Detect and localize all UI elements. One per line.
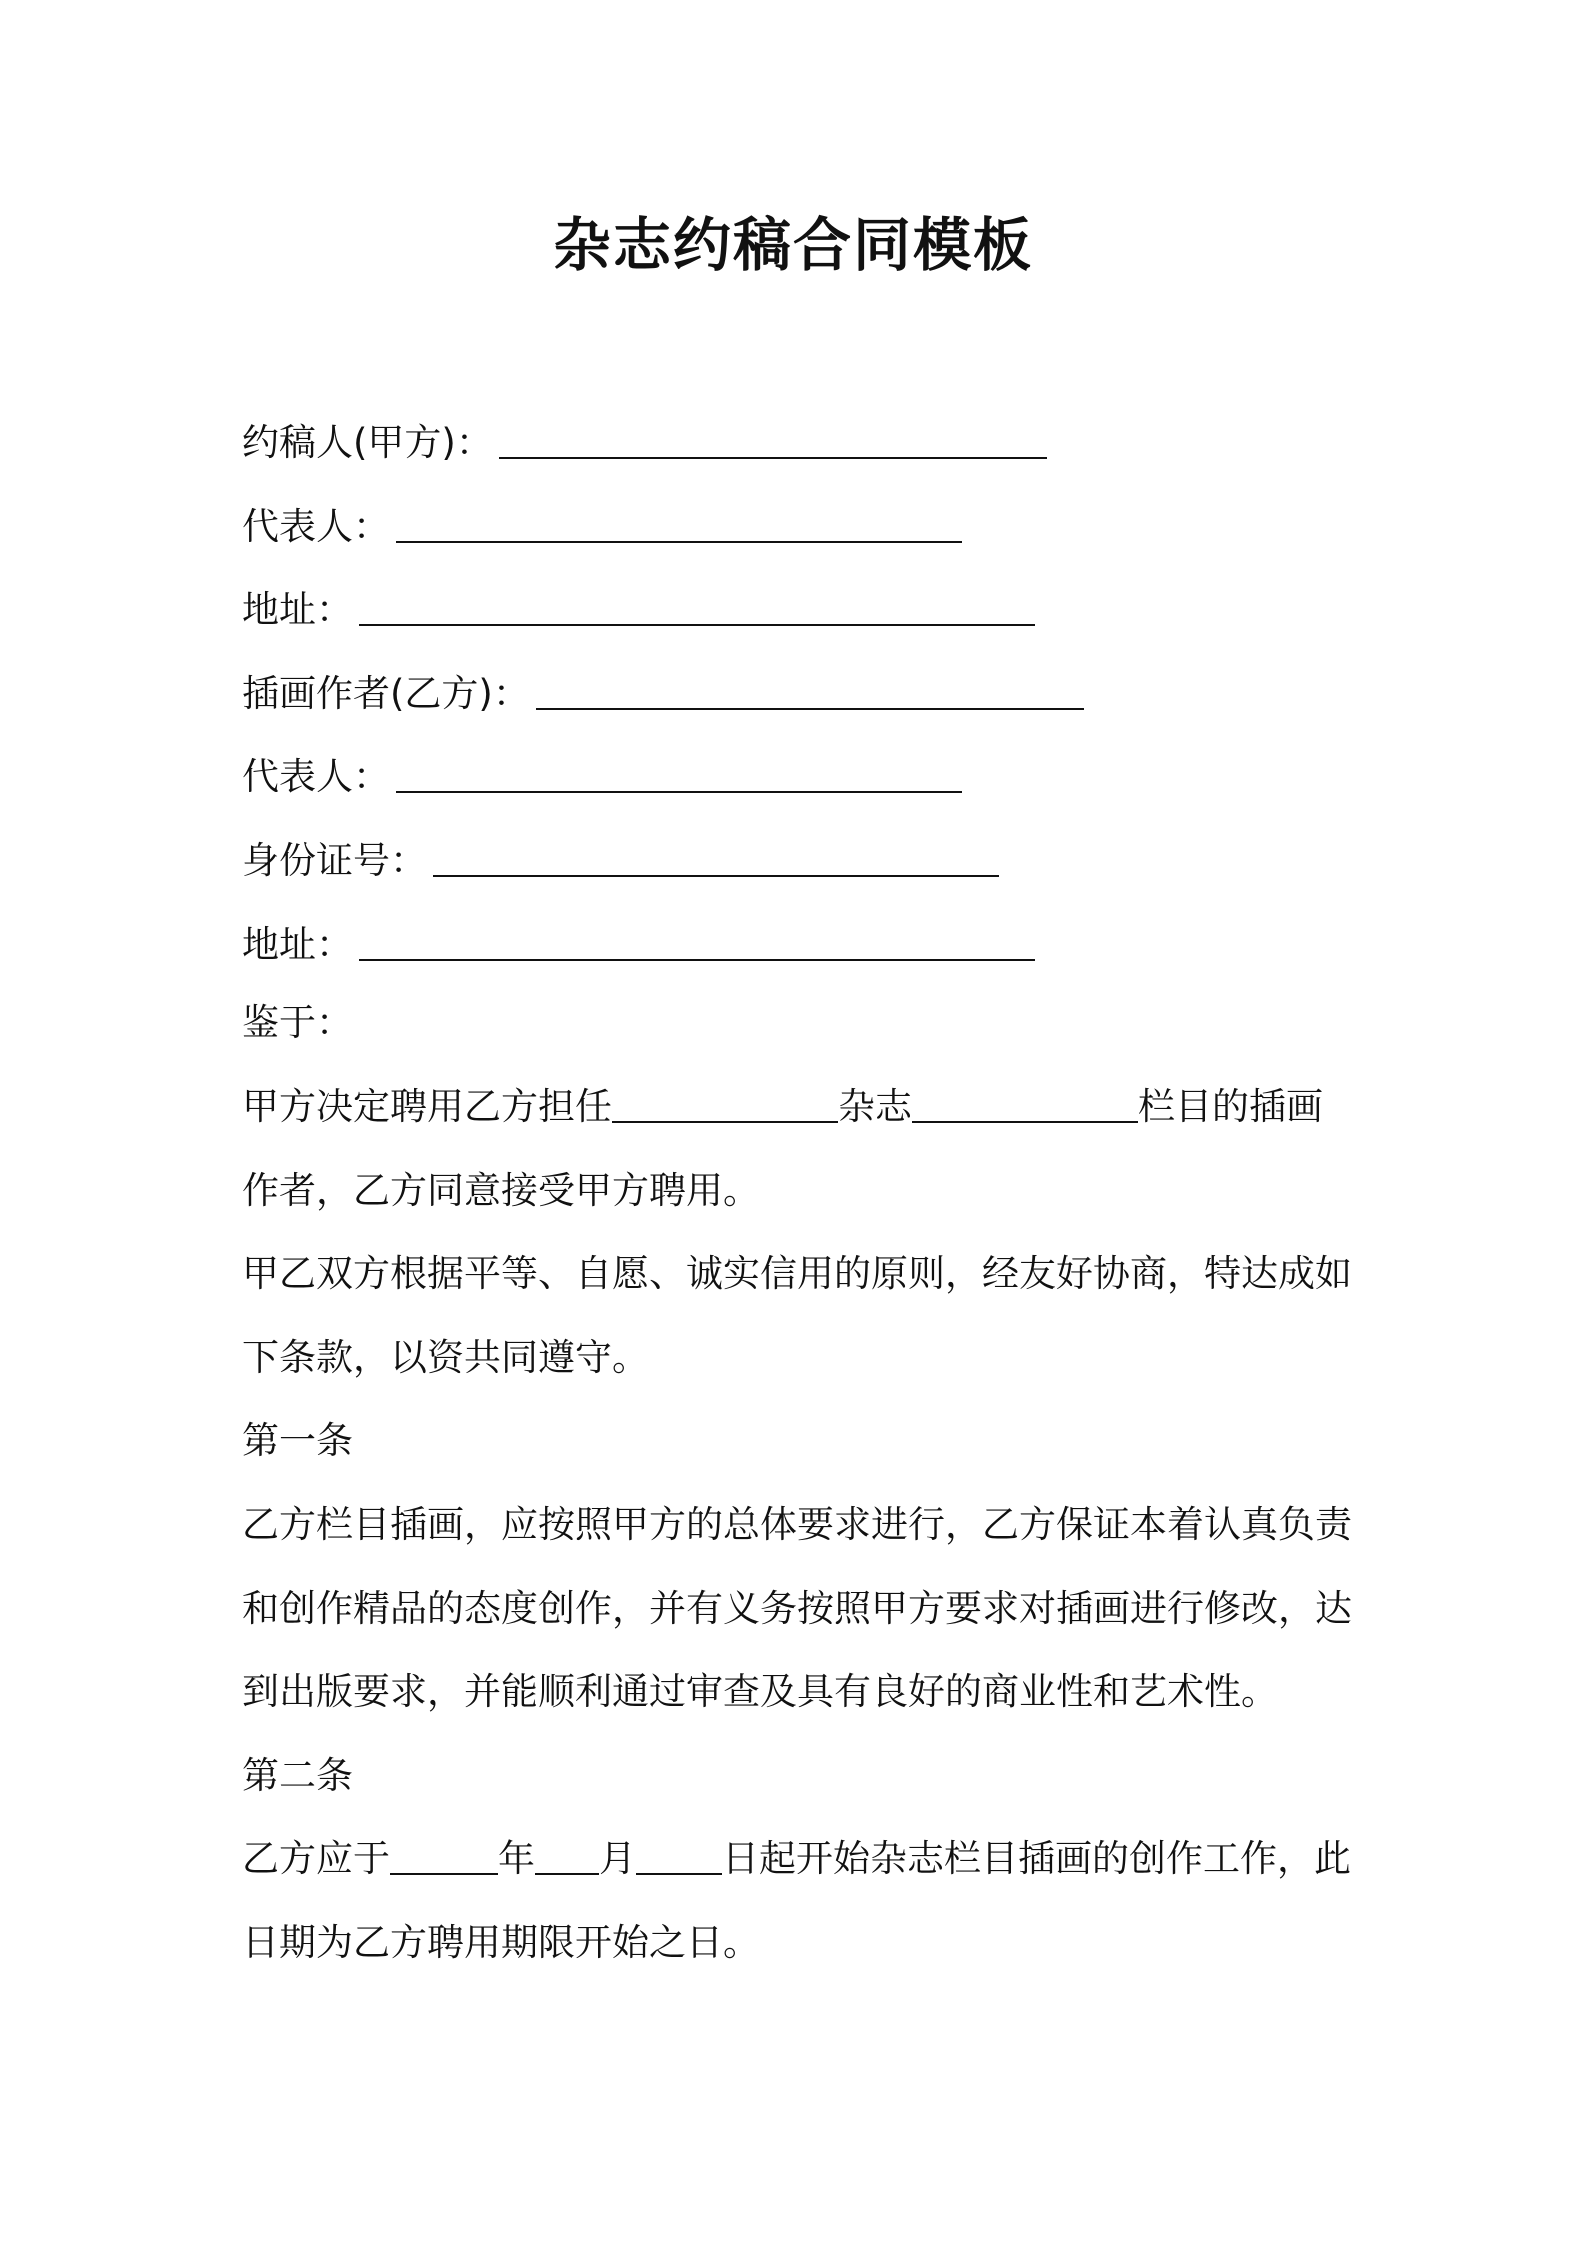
- party-b-rep-line: [242, 752, 962, 802]
- article-2-heading: 第二条: [242, 1754, 353, 1797]
- party-a-blank: [499, 456, 1047, 459]
- party-a-address-blank: [359, 623, 1035, 626]
- party-b-id-blank: [433, 874, 999, 877]
- paragraph-1-line-2: 作者，乙方同意接受甲方聘用。: [242, 1169, 760, 1212]
- party-a-address-line: [242, 585, 1035, 635]
- column-name-blank: [912, 1120, 1138, 1123]
- magazine-name-blank: [612, 1120, 838, 1123]
- p1-text-a: 甲方决定聘用乙方担任: [242, 1085, 612, 1128]
- party-b-blank: [536, 707, 1084, 710]
- article-2-line-1: [242, 1834, 1351, 1884]
- party-b-address-label: 地址：: [242, 923, 353, 966]
- year-blank: [390, 1872, 498, 1875]
- party-a-label: 约稿人(甲方)：: [242, 421, 493, 464]
- article-1-line-3: 到出版要求，并能顺利通过审查及具有良好的商业性和艺术性。: [242, 1670, 1278, 1713]
- party-b-rep-label: 代表人：: [242, 755, 390, 798]
- month-label: 月: [599, 1837, 636, 1880]
- article-1-heading: 第一条: [242, 1419, 353, 1462]
- party-a-rep-line: [242, 502, 962, 552]
- party-a-line: [242, 418, 1047, 468]
- year-label: 年: [498, 1837, 535, 1880]
- month-blank: [535, 1872, 599, 1875]
- p1-text-b: 杂志: [838, 1085, 912, 1128]
- party-b-id-line: [242, 836, 999, 886]
- article-2-text-a: 乙方应于: [242, 1837, 390, 1880]
- party-a-rep-blank: [396, 540, 962, 543]
- paragraph-1-line-1: [242, 1082, 1323, 1132]
- party-b-label: 插画作者(乙方)：: [242, 672, 530, 715]
- whereas-heading: 鉴于：: [242, 1001, 353, 1044]
- party-a-address-label: 地址：: [242, 588, 353, 631]
- p1-text-c: 栏目的插画: [1138, 1085, 1323, 1128]
- party-b-rep-blank: [396, 790, 962, 793]
- article-1-line-1: 乙方栏目插画，应按照甲方的总体要求进行，乙方保证本着认真负责: [242, 1503, 1352, 1546]
- article-2-text-b: 日起开始杂志栏目插画的创作工作，此: [722, 1837, 1351, 1880]
- day-blank: [636, 1872, 722, 1875]
- article-2-line-2: 日期为乙方聘用期限开始之日。: [242, 1921, 760, 1964]
- party-b-id-label: 身份证号：: [242, 839, 427, 882]
- paragraph-2-line-2: 下条款，以资共同遵守。: [242, 1336, 649, 1379]
- party-b-address-blank: [359, 958, 1035, 961]
- party-b-line: [242, 669, 1084, 719]
- document-title: 杂志约稿合同模板: [552, 211, 1033, 279]
- paragraph-2-line-1: 甲乙双方根据平等、自愿、诚实信用的原则，经友好协商，特达成如: [242, 1252, 1352, 1295]
- article-1-line-2: 和创作精品的态度创作，并有义务按照甲方要求对插画进行修改，达: [242, 1587, 1352, 1630]
- party-b-address-line: [242, 920, 1035, 970]
- party-a-rep-label: 代表人：: [242, 505, 390, 548]
